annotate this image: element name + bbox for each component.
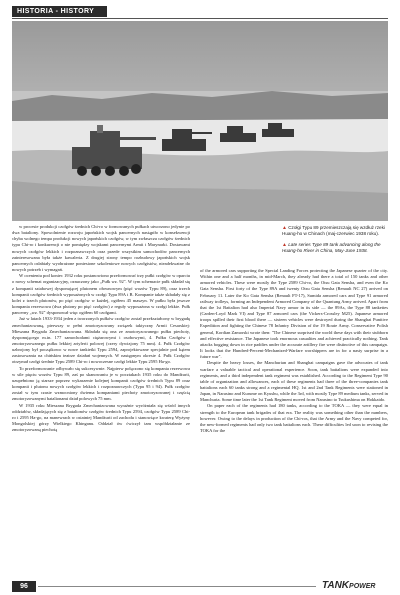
page-number: 96 <box>12 581 36 592</box>
caption-polish <box>282 225 390 237</box>
section-header: HISTORIA - HISTORY <box>12 6 107 17</box>
polish-article-column <box>12 224 190 574</box>
paragraph: of the armored cars supporting the Special Landing Forces protecting the Japanese quarter of the city. Within one and a half months, in mid-March, they already had there a total of 150 tanks and other armored vehicles. These were mostly the Type 2589 Chi-ro, the Otsu Gata Sensha, and even the Ko Gata Sensha. First forty of the Type 89A and twenty Otsu Gata Sensha (Renault NC 27) arrived on February 11. Later the Ko Gata Sensha (Renault FT-17), Sumida armored cars and Type 91 armored railway trolleys, forming an Independent Armored Company of the Quantung Army arrived. Apart from that the 1st Battalion had also Imperial Navy armor in its side — the 89As, the Type 88 tankettes (Carden-Loyd Mark VI) and Type 87 armored cars (the Vickers-Crossley M25). Japanese armored troops spilled their first blood there — sixteen vehicles were destroyed during the Shanghai Punitive Expedition and fighting the Chinese 78 Infantry Division of the 19 Route Army. Conservative Polish general, Kordian Zamorski wrote then: "The Chinese surprised the world these days with their stubborn and effective resistance. The Japanese took enormous casualties and achieved practically nothing. Tank attacks bogging down in rice paddies under the accurate artillery fire were distinctive of this campaign. It looks that the Hundred-Percent-Mechanized-Warfare worshippers are in for a nasty surprise in a future war". <box>200 268 388 360</box>
caption-polish-text: Czołgi Typu 89 przemieszczają się wzdłuż rzeki Huang-ho w Chinach (maj-czerwiec 1938 roku). <box>282 225 385 236</box>
paragraph: W ocenieniu pod koniec 1932 roku postanowiono przeformować trzy pułki czołgów w oparciu o nowy schemat organizacyjny, oznaczony jako „Pułk wz. 92". W tym schemacie pułk składał się z kompanii sztabowej dysponującej plutonem ołownowym (pięć wozów Typu 89), oraz trzech kompanii czołgów średnich wyposażonych w czołgi Typu 89A i B. Kompanie także składały się z kolei z trzech plutonów, po pięć czołgów w każdej, ogółem 45 maszyn. W pułku była jeszcze kompania rezerwowa (dwa plutony po pięć czołgów) z reguły wyposażona w czołgi lekkie. Pułk pancerny „wz. 92" dysponował więc ogółem 60 czołgami. <box>12 273 190 316</box>
footer-rule <box>38 586 316 587</box>
tank-column-photo <box>12 21 388 221</box>
paragraph: W 1935 roku Mieszana Brygada Zmechanizowana wyraźnie wyróżniała się wśród innych oddziałów, składających się z batalionów czołgów średnich Typu 2594, czołgów Typu 2589 Chi-ro i 2595 Ha-go, na manewrach w ostatniej Mandżurii od zachodu i stanowiące kwaterę Wyżyny Mongolskiej górzy Wielkiego Khinganu. Oddział ów ćwiczył tam współdziałanie ze zmotoryzowaną piechotą <box>12 402 190 433</box>
brand-sub: POWER <box>349 583 376 590</box>
paragraph: Już w latach 1933-1934 jeden z tworzonych pułków czołgów został przekształcony w brygadę zmechanizowaną, pierwszy w pełni zmotoryzowany związek taktyczny Armii Cesarskiej: Mieszana Brygada Zmechanizowana. Składała się ona ze zmotoryzowanego pułku piechoty, dysponującego m.in. 177 samochodami ciężarowymi i osobowymi, 4. Pułku Czołgów i zmotoryzowanego pułku lekkiej artylerii polowej (czery dywizjony 75 mm). 4. Pułk Czołgów uzbrojony był początkowo w nowe tankietki Typu 2594, zaprojektowane specjalnie pod kątem zastosowania na chińskim teatrze działań wojennych. W następnym okresie 4. Pułk Czołgów otrzymał czołgi średnie Typu 2589 Chi-ro i nowoczesne czołgi lekkie Typu 2595 Ha-go. <box>12 316 190 365</box>
paragraph: To przeformowanie odbywało się sukcesywnie. Najpierw połączono się kompania rezerwowa w sile pięciu wozów Typu 89, zaś po skanowaniu je w pocztakach 1935 roku do Mandżurii, uzupełniono ją starsze poprzez wykaszenie kolejnej kompanii czołgów średnich Typu 89 oraz kompanii i plutonu nowych czołgów lekkich i rozpoznawczych (Typu 95 i 94). Pułk czołgów został w tym czasie wzmocniony dwiema kompaniami piechoty zmotoryzowanej i częścią zmotoryzowanymi batalionami dział polowych 75 mm. <box>12 365 190 402</box>
photo-illustration <box>12 21 388 221</box>
photo-captions <box>282 225 390 259</box>
header-rule <box>12 18 388 19</box>
caption-english <box>282 242 390 254</box>
english-article-column <box>200 268 388 574</box>
caption-english-text: Late series Type 89 tank advancing along the Huang-ho River in China, May-June 1938. <box>282 242 381 253</box>
paragraph: w procesie produkcji czołgów średnich Chi-ro w formowanych pułkach utworzono jedynie po dwa bataliony. Spowolnienie rozwoju japońskich wojsk pancernych nastąpiło w konsekwencji chyba wolnego tempa produkcji nowych japońskich czołgów, w tym zwłaszcza czołgów średnich typu Chi-ro i konkurencji o nie pomiędzy wojskami pancernymi Armii i Marynarki. Dostawami nowych czołgów lekkich i rozpoznawczych oraz przede wszystkim samochodów pancernych zainteresowana była także kawaleria. Z drugiej strony tempo rozbudowy japońskich wojsk pancernych osłabiały wyobrażone poniesione szkoleniowe nowych czołgistów, nieadekwatne do nowych potrzeb i wymagań. <box>12 224 190 273</box>
triangle-marker-icon: ▲ <box>282 225 287 231</box>
paragraph: On paper each of the regiments had 180 tanks, according to the TOKA — they were equal in strength to the European tank brigades of that era. The reality was something other than the numbers, however. Owing to the delays in production of the Chi-ros, that the Army and the Navy competed for, the new-formed regiments had only two tank battalions each. These difficulties led soon to revising the TOKA for the <box>200 403 388 434</box>
paragraph: Despite the heavy losses, the Manchurian and Shanghai campaigns gave the advocates of tank warfare a valuable tactical and operational experience. Soon, tank battalions were expanded into regiments, and a third independent tank regiment was established. According to the Regiment Type 90 table of organization and allowances, each of these regiments had three of the three-companies tank battalions each 60 tanks strong and a regimental HQ. 1st and 2nd Tank Regiments were stationed in Japan, in Narasino and Kurume on Kyushu, while the 3rd, with mostly Type 89 medium tanks, served in Manchuria. Some time later the 1st Tank Regiment moved from Narasino to Tsukushima on Hokkaido. <box>200 360 388 403</box>
triangle-marker-icon: ▲ <box>282 242 287 248</box>
brand-main: TANK <box>322 580 350 591</box>
magazine-logo <box>322 580 392 593</box>
